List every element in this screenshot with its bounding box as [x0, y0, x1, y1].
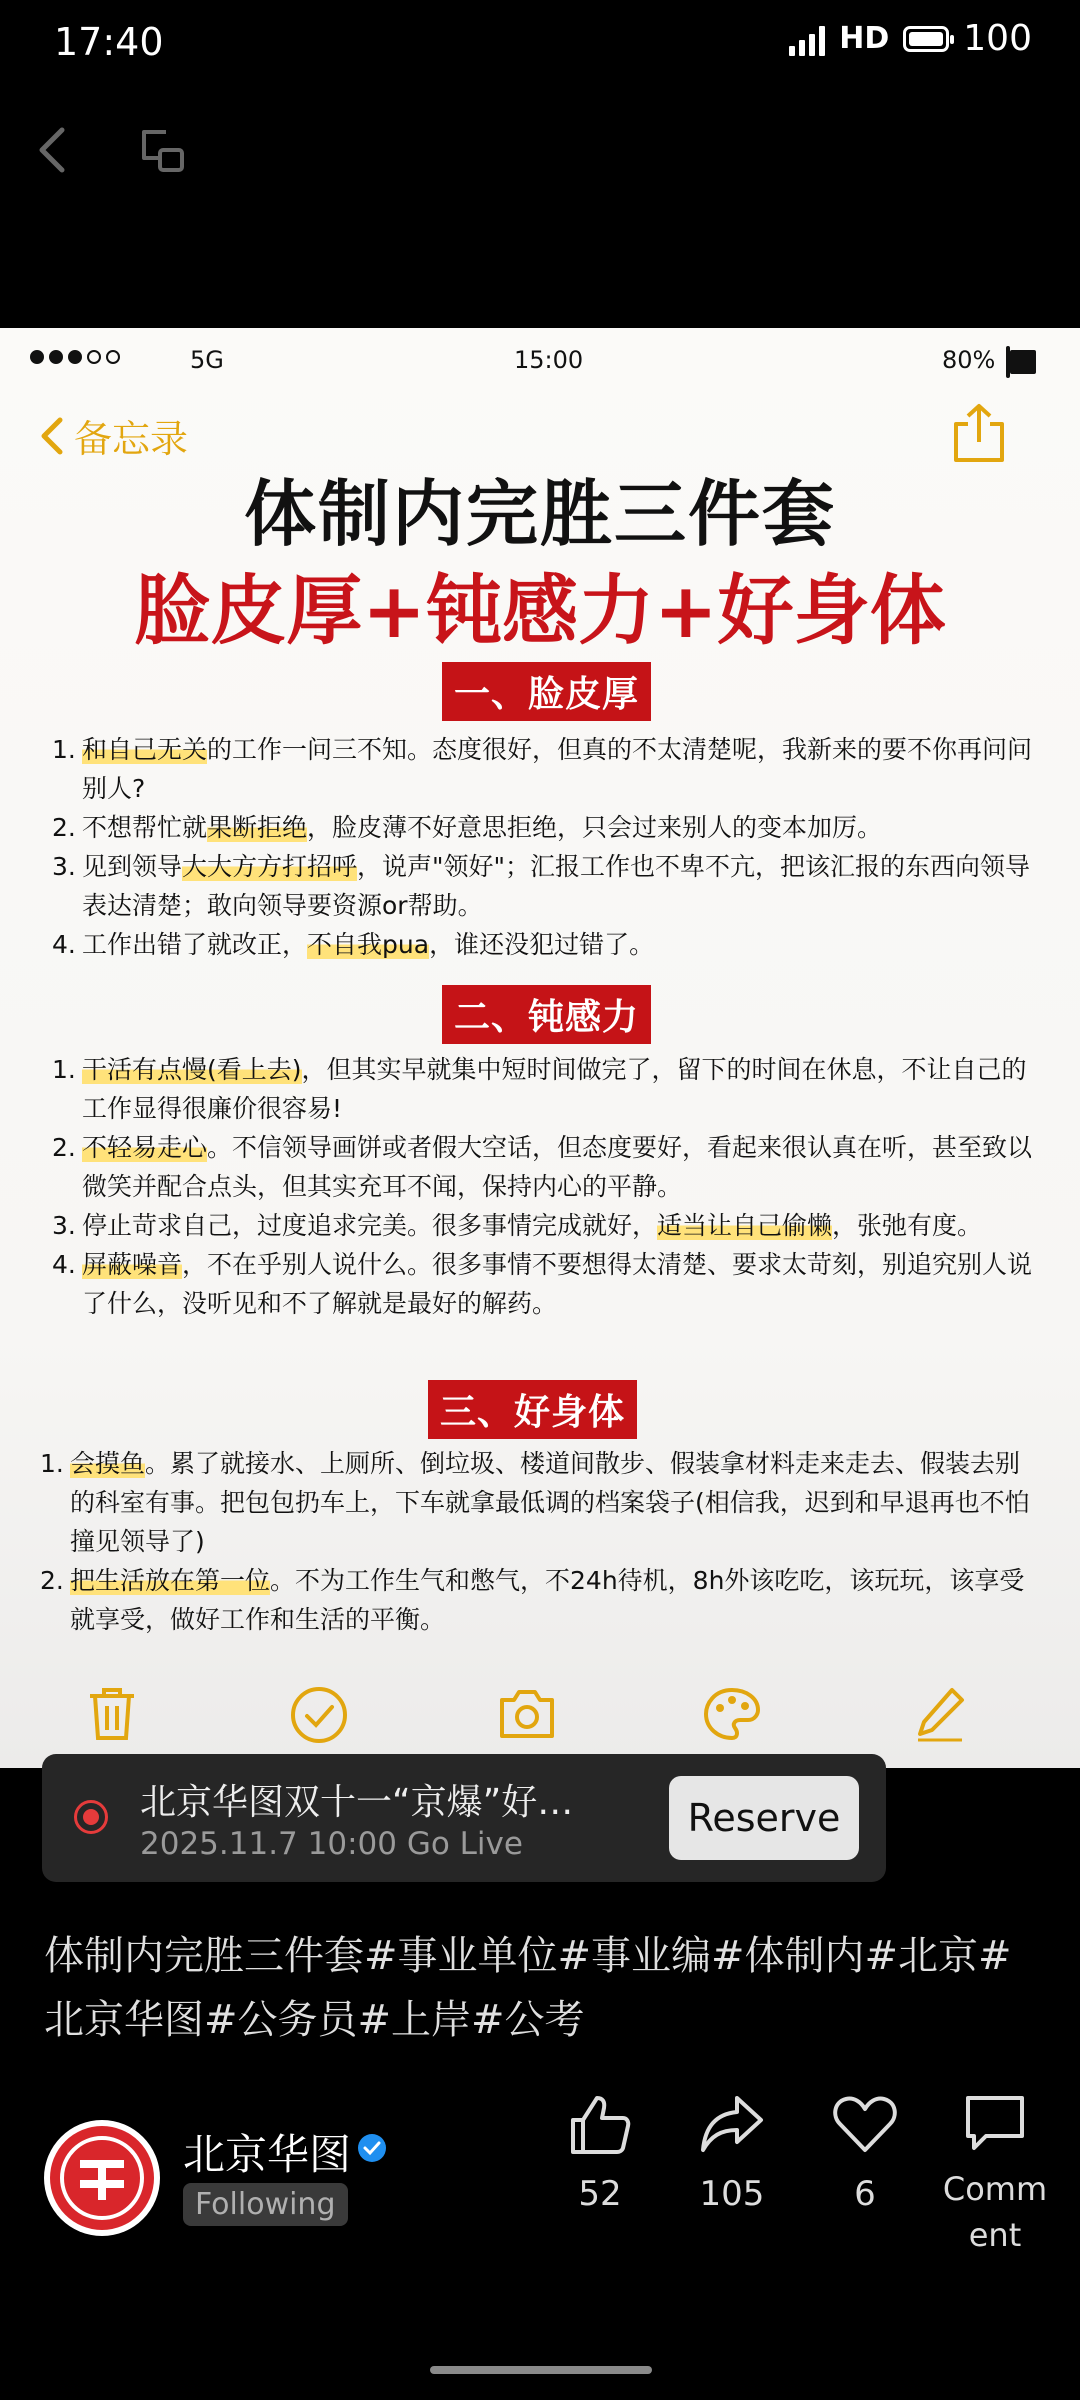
section-heading: 三、好身体 [428, 1380, 637, 1439]
thumbs-up-icon [567, 2092, 633, 2156]
window-icon [136, 124, 190, 178]
inner-signal-dots [30, 350, 120, 364]
inner-battery-icon [1006, 348, 1010, 376]
list-item: 2. 把生活放在第一位。不为工作生气和憋气，不24h待机，8h外该吃吃，该玩玩，该享受就享受，做好工作和生活的平衡。 [40, 1566, 1025, 1634]
list-item: 3. 停止苛求自己，过度追求完美。很多事情完成就好，适当让自己偷懒，张弛有度。 [52, 1211, 983, 1240]
share-arrow-icon [699, 2092, 765, 2156]
post-title-line2: 脸皮厚+钝感力+好身体 [134, 566, 946, 655]
logo-icon [50, 2126, 154, 2230]
favorite-count: 6 [854, 2174, 876, 2214]
comment-button[interactable] [935, 2092, 1055, 2258]
back-arrow-icon [32, 120, 72, 180]
list-item: 2. 不轻易走心。不信领导画饼或者假大空话，但态度要好，看起来很认真在听，甚至致以微笑并配合点头，但其实充耳不闻，保持内心的平静。 [52, 1133, 1033, 1201]
section-heading: 一、脸皮厚 [442, 662, 651, 721]
live-time: 2025.11.7 10:00 Go Live [140, 1826, 523, 1862]
list-item: 4. 工作出错了就改正，不自我pua，谁还没犯过错了。 [52, 930, 655, 959]
pen-icon [914, 1686, 966, 1742]
live-reservation-banner[interactable] [42, 1754, 886, 1882]
favorite-button[interactable] [800, 2092, 930, 2214]
inner-battery-level: 80% [942, 346, 996, 374]
share-count: 105 [699, 2174, 765, 2214]
author-name[interactable]: 北京华图 [183, 2130, 352, 2179]
list-item: 3. 见到领导大大方方打招呼，说声"领好"；汇报工作也不卑不亢，把该汇报的东西向领导表达清楚；敢向领导要资源or帮助。 [52, 852, 1031, 920]
comment-label: Comment [942, 2170, 1048, 2254]
list-item: 1. 会摸鱼。累了就接水、上厕所、倒垃圾、楼道间散步、假装拿材料走来走去、假装去别的科室有事。把包包扔车上，下车就拿最低调的档案袋子(相信我，迟到和早退再也不怕撞见领导了) [40, 1449, 1030, 1556]
battery-level: 100 [963, 18, 1032, 59]
memo-back-link [38, 408, 188, 463]
status-indicators [789, 18, 1032, 59]
palette-icon [702, 1686, 762, 1742]
section-list [40, 1444, 1040, 1639]
checklist-icon [290, 1686, 348, 1744]
live-title: 北京华图双十一“京爆”好… [140, 1782, 574, 1823]
memo-back-label: 备忘录 [74, 417, 189, 461]
like-button[interactable] [535, 2092, 665, 2214]
list-item: 2. 不想帮忙就果断拒绝，脸皮薄不好意思拒绝，只会过来别人的变本加厉。 [52, 813, 883, 842]
status-time: 17:40 [54, 20, 164, 64]
comment-icon [962, 2092, 1028, 2156]
list-item: 1. 干活有点慢(看上去)，但其实早就集中短时间做完了，留下的时间在休息，不让自己的工作显得很廉价很容易! [52, 1055, 1027, 1123]
section-list [52, 730, 1042, 964]
inner-carrier: 5G [190, 346, 224, 374]
like-count: 52 [578, 2174, 622, 2214]
battery-icon [903, 26, 949, 52]
home-indicator[interactable] [430, 2366, 652, 2374]
verified-badge-icon [356, 2132, 388, 2164]
chevron-left-icon [38, 416, 64, 456]
section-list [52, 1050, 1042, 1323]
trash-icon [86, 1686, 138, 1742]
section-heading: 二、钝感力 [442, 985, 651, 1044]
camera-icon [498, 1686, 556, 1740]
following-button[interactable]: Following [183, 2183, 348, 2226]
post-image[interactable] [0, 328, 1080, 1768]
live-record-icon [74, 1800, 108, 1834]
back-button[interactable] [32, 120, 72, 180]
post-caption[interactable]: 体制内完胜三件套#事业单位#事业编#体制内#北京#北京华图#公务员#上岸#公考 [44, 1933, 1012, 2043]
inner-time: 15:00 [514, 346, 584, 374]
share-button[interactable] [667, 2092, 797, 2214]
hd-label: HD [839, 21, 890, 56]
post-title-line1: 体制内完胜三件套 [243, 472, 836, 556]
list-item: 1. 和自己无关的工作一问三不知。态度很好，但真的不太清楚呢，我新来的要不你再问问别人? [52, 735, 1033, 803]
share-icon [950, 402, 1008, 464]
heart-icon [832, 2092, 898, 2156]
signal-icon [789, 22, 825, 56]
avatar[interactable] [44, 2120, 160, 2236]
list-item: 4. 屏蔽噪音，不在乎别人说什么。很多事情不要想得太清楚、要求太苛刻，别追究别人说了什么，没听见和不了解就是最好的解药。 [52, 1250, 1033, 1318]
reserve-button[interactable]: Reserve [669, 1776, 859, 1860]
window-mode-button[interactable] [136, 124, 190, 178]
